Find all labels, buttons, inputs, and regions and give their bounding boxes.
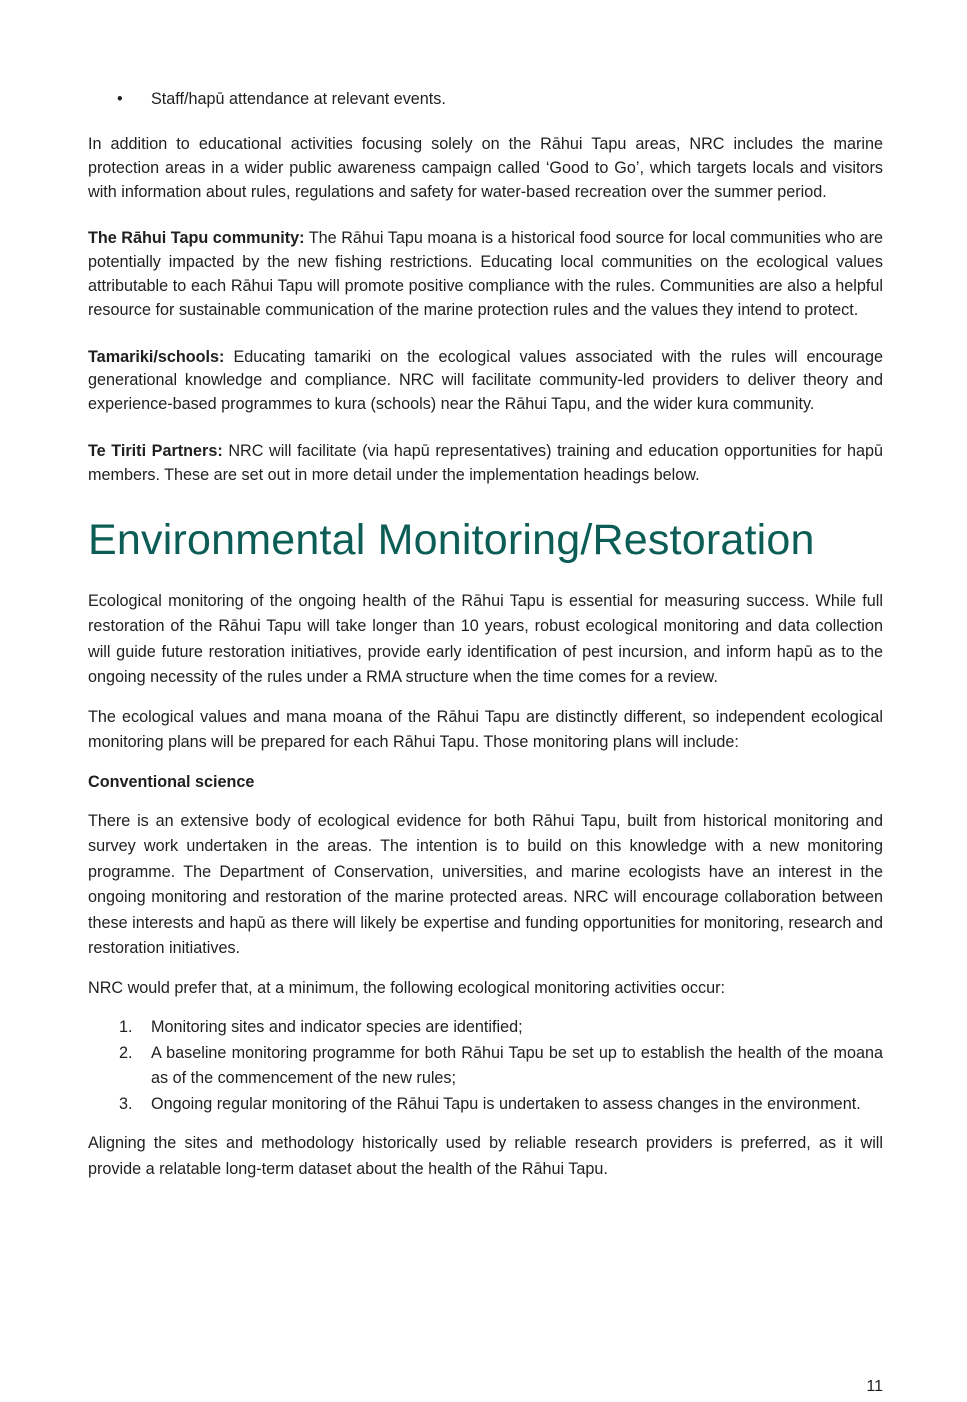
bullet-item: [88, 87, 883, 111]
list-item: [88, 1092, 883, 1118]
list-item-number: 1.: [119, 1018, 133, 1037]
page-content: [88, 87, 883, 1196]
partners-text: NRC will facilitate (via hapū representatives) training and education opportunities for hapū members. These are set out in more detail under the implementation headings below.: [88, 441, 883, 484]
science-paragraph: There is an extensive body of ecological evidence for both Rāhui Tapu, built from historical monitoring and survey work undertaken in the areas. The intention is to build on this knowledge with a new monitoring programme. The Department of Conservation, universities, and marine ecologists have an interest in the ongoing monitoring and restoration of the marine protected areas. NRC will encourage collaboration between these interests and hapū as there will likely be expertise and funding opportunities for monitoring, research and restoration initiatives.: [88, 811, 883, 958]
list-item-text: Monitoring sites and indicator species are identified;: [151, 1018, 523, 1037]
list-item: [88, 1015, 883, 1041]
closing-paragraph: Aligning the sites and methodology historically used by reliable research providers is preferred, as it will provide a relatable long-term dataset about the health of the Rāhui Tapu.: [88, 1134, 883, 1178]
community-label: The Rāhui Tapu community:: [88, 229, 305, 248]
bullet-text: Staff/hapū attendance at relevant events.: [151, 90, 446, 108]
page-number: 11: [866, 1378, 883, 1395]
schools-paragraph: [88, 346, 883, 417]
list-item: [88, 1041, 883, 1092]
schools-label: Tamariki/schools:: [88, 347, 225, 366]
monitoring-paragraph-1: Ecological monitoring of the ongoing health of the Rāhui Tapu is essential for measuring success. While full restoration of the Rāhui Tapu will take longer than 10 years, robust ecological monitoring and data collection will guide future restoration initiatives, provide early identification of pest incursion, and inform hapū as to the ongoing necessity of the rules under a RMA structure when the time comes for a review.: [88, 591, 883, 687]
partners-label: Te Tiriti Partners:: [88, 441, 223, 460]
community-paragraph: [88, 227, 883, 322]
section-heading: Environmental Monitoring/Restoration: [88, 515, 815, 564]
list-intro: NRC would prefer that, at a minimum, the following ecological monitoring activities occur:: [88, 978, 725, 997]
monitoring-activities-list: [88, 1015, 883, 1117]
list-item-number: 2.: [119, 1043, 133, 1062]
list-item-text: A baseline monitoring programme for both Rāhui Tapu be set up to establish the health of the moana as of the commencement of the new rules;: [151, 1043, 883, 1088]
partners-paragraph: [88, 440, 883, 488]
intro-paragraph: In addition to educational activities focusing solely on the Rāhui Tapu areas, NRC includes the marine protection areas in a wider public awareness campaign called ‘Good to Go’, which targets locals and visitors with information about rules, regulations and safety for water-based recreation over the summer period.: [88, 135, 883, 201]
subheading: Conventional science: [88, 772, 255, 791]
monitoring-paragraph-2: The ecological values and mana moana of the Rāhui Tapu are distinctly different, so independent ecological monitoring plans will be prepared for each Rāhui Tapu. Those monitoring plans will include:: [88, 707, 883, 752]
bullet-dot-icon: •: [117, 90, 123, 108]
list-item-text: Ongoing regular monitoring of the Rāhui Tapu is undertaken to assess changes in the environment.: [151, 1094, 861, 1113]
schools-text: Educating tamariki on the ecological values associated with the rules will encourage generational knowledge and compliance. NRC will facilitate community-led providers to deliver theory and experience-based programmes to kura (schools) near the Rāhui Tapu, and the wider kura community.: [88, 347, 883, 414]
community-text: The Rāhui Tapu moana is a historical food source for local communities who are potentially impacted by the new fishing restrictions. Educating local communities on the ecological values attributable to each Rāhui Tapu will promote positive compliance with the rules. Communities are also a helpful resource for sustainable communication of the marine protection rules and the values they intend to protect.: [88, 229, 883, 319]
list-item-number: 3.: [119, 1094, 133, 1113]
